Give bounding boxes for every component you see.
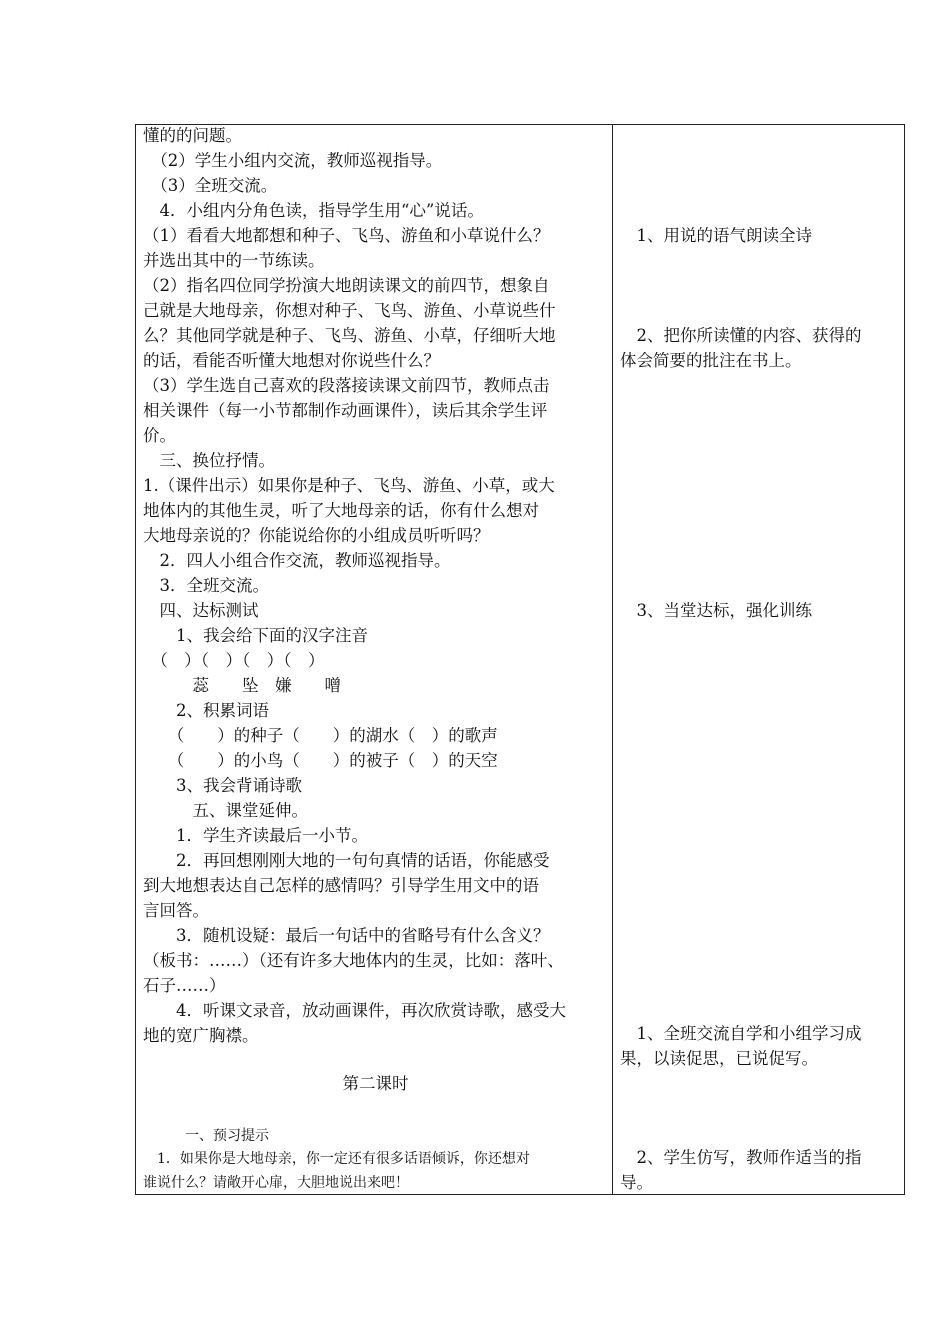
section-heading: 四、达标测试 (143, 601, 259, 620)
body-line: 言回答。 (143, 901, 209, 920)
preview-heading: 一、预习提示 (185, 1128, 269, 1144)
preview-line: 谁说什么？请敞开心扉，大胆地说出来吧！ (143, 1175, 409, 1191)
body-line: 2．再回想刚刚大地的一句句真情的话语，你能感受 (143, 851, 550, 870)
body-line: 大地母亲说的？你能说给你的小组成员听听吗？ (143, 526, 490, 545)
activity-line: 2、把你所读懂的内容、获得的 (620, 326, 862, 345)
body-line: （2）学生小组内交流，教师巡视指导。 (143, 151, 443, 170)
body-line: 3、我会背诵诗歌 (143, 776, 302, 795)
body-line: 3．全班交流。 (143, 576, 269, 595)
activity-line: 3、当堂达标，强化训练 (620, 601, 812, 620)
body-line: 4．小组内分角色读，指导学生用“心”说话。 (143, 201, 484, 220)
body-line: （3）全班交流。 (143, 176, 278, 195)
activity-line: 体会简要的批注在书上。 (620, 351, 802, 370)
activity-line: 导。 (620, 1173, 653, 1192)
body-line: 石子……） (143, 976, 226, 995)
body-line: 己就是大地母亲，你想对种子、飞鸟、游鱼、小草说些什 (143, 301, 556, 320)
body-line: 到大地想表达自己怎样的感情吗？引导学生用文中的语 (143, 876, 539, 895)
column-divider (612, 124, 613, 1195)
activity-line: 果，以读促思，已说促写。 (620, 1049, 818, 1068)
lesson-heading: 第二课时 (342, 1074, 409, 1093)
body-line: 1．学生齐读最后一小节。 (143, 826, 368, 845)
body-line: 2．四人小组合作交流，教师巡视指导。 (143, 551, 451, 570)
body-line: 懂的的问题。 (143, 126, 242, 145)
pinyin-blanks: （ ）（ ）（ ）（ ） (143, 651, 325, 670)
body-line: 1.（课件出示）如果你是种子、飞鸟、游鱼、小草，或大 (143, 476, 555, 495)
body-line: （1）看看大地都想和种子、飞鸟、游鱼和小草说什么？ (143, 226, 550, 245)
word-blanks: （ ）的小鸟（ ）的被子（ ）的天空 (143, 751, 498, 770)
activity-line: 1、全班交流自学和小组学习成 (620, 1024, 862, 1043)
body-line: 3．随机设疑：最后一句话中的省略号有什么含义？ (143, 926, 550, 945)
section-heading: 三、换位抒情。 (143, 451, 275, 470)
body-line: 并选出其中的一节练读。 (143, 251, 325, 270)
activity-line: 2、学生仿写，教师作适当的指 (620, 1148, 862, 1167)
body-line: 地体内的其他生灵，听了大地母亲的话，你有什么想对 (143, 501, 539, 520)
body-line: （2）指名四位同学扮演大地朗读课文的前四节，想象自 (143, 276, 550, 295)
body-line: 价。 (143, 426, 176, 445)
body-line: 的话，看能否听懂大地想对你说些什么？ (143, 351, 440, 370)
section-heading: 五、课堂延伸。 (143, 801, 308, 820)
body-line: （3）学生选自己喜欢的段落接读课文前四节，教师点击 (143, 376, 550, 395)
word-blanks: （ ）的种子（ ）的湖水（ ）的歌声 (143, 726, 498, 745)
pinyin-characters: 蕊 坠 嫌 噌 (143, 676, 341, 695)
body-line: 么？其他同学就是种子、飞鸟、游鱼、小草，仔细听大地 (143, 326, 556, 345)
body-line: 1、我会给下面的汉字注音 (143, 626, 368, 645)
body-line: 2、积累词语 (143, 701, 269, 720)
preview-line: 1．如果你是大地母亲，你一定还有很多话语倾诉，你还想对 (143, 1151, 530, 1167)
body-line: 4．听课文录音，放动画课件，再次欣赏诗歌，感受大 (143, 1001, 566, 1020)
activity-line: 1、用说的语气朗读全诗 (620, 226, 812, 245)
body-line: 地的宽广胸襟。 (143, 1026, 259, 1045)
body-line: （板书：……）（还有许多大地体内的生灵，比如：落叶、 (143, 951, 564, 970)
body-line: 相关课件（每一小节都制作动画课件），读后其余学生评 (143, 401, 548, 420)
